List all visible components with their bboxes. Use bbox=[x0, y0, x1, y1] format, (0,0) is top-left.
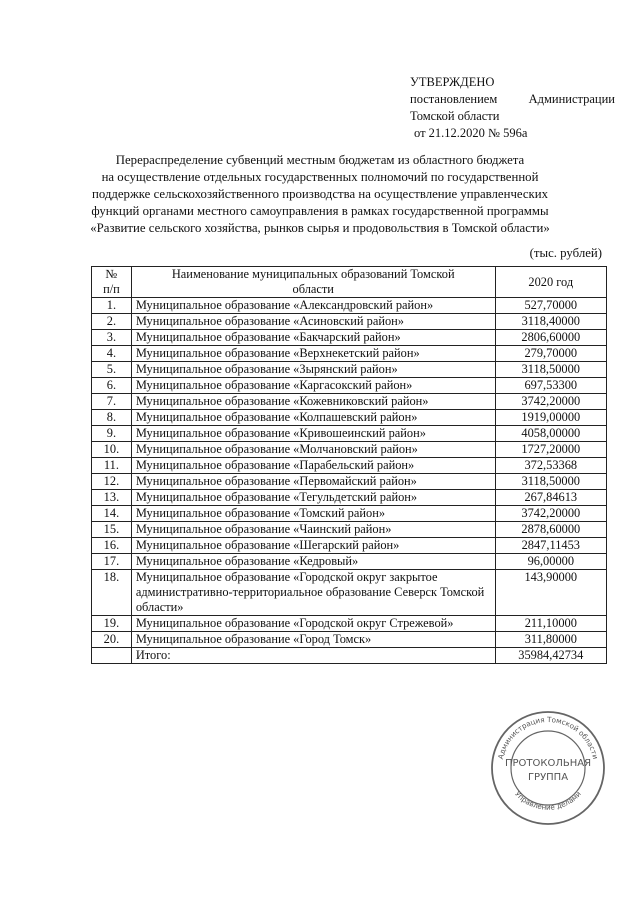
table-row bbox=[92, 458, 607, 474]
approval-administration: Администрации bbox=[528, 92, 615, 106]
row-amount: 372,53368 bbox=[495, 458, 606, 474]
row-municipality: Муниципальное образование «Кожевниковский район» bbox=[131, 394, 495, 410]
table-row bbox=[92, 632, 607, 648]
row-municipality: Муниципальное образование «Город Томск» bbox=[131, 632, 495, 648]
table-header-row bbox=[92, 267, 607, 298]
table-row bbox=[92, 378, 607, 394]
row-municipality: Муниципальное образование «Чаинский район» bbox=[131, 522, 495, 538]
row-amount: 527,70000 bbox=[495, 298, 606, 314]
row-number: 12. bbox=[92, 474, 132, 490]
table-row bbox=[92, 442, 607, 458]
row-municipality: Муниципальное образование «Городской округ закрытое административно-территориальное образование Северск Томской области» bbox=[131, 570, 495, 616]
document-title bbox=[80, 152, 560, 237]
row-amount: 3742,20000 bbox=[495, 394, 606, 410]
row-municipality: Муниципальное образование «Колпашевский район» bbox=[131, 410, 495, 426]
title-line: поддержке сельскохозяйственного производства на осуществление управленческих bbox=[91, 187, 549, 201]
table-row bbox=[92, 474, 607, 490]
row-amount: 279,70000 bbox=[495, 346, 606, 362]
table-row bbox=[92, 346, 607, 362]
stamp-outer-bottom: Управление делами bbox=[513, 789, 583, 812]
table-row bbox=[92, 506, 607, 522]
approval-decree-line bbox=[410, 91, 615, 108]
approval-decree: постановлением bbox=[410, 92, 498, 106]
header-name: Наименование муниципальных образований Томской области bbox=[131, 267, 495, 298]
stamp-outer-top: Администрация Томской области bbox=[495, 714, 601, 761]
total-amount: 35984,42734 bbox=[495, 648, 606, 664]
table-row bbox=[92, 570, 607, 616]
row-amount: 3118,50000 bbox=[495, 362, 606, 378]
row-amount: 96,00000 bbox=[495, 554, 606, 570]
row-number: 15. bbox=[92, 522, 132, 538]
row-number: 5. bbox=[92, 362, 132, 378]
table-row bbox=[92, 298, 607, 314]
row-municipality: Муниципальное образование «Александровский район» bbox=[131, 298, 495, 314]
title-line: на осуществление отдельных государственных полномочий по государственной bbox=[101, 170, 539, 184]
row-number: 4. bbox=[92, 346, 132, 362]
row-number: 3. bbox=[92, 330, 132, 346]
row-amount: 2806,60000 bbox=[495, 330, 606, 346]
table-row bbox=[92, 490, 607, 506]
row-amount: 2847,11453 bbox=[495, 538, 606, 554]
table-row bbox=[92, 410, 607, 426]
title-line: Перераспределение субвенций местным бюджетам из областного бюджета bbox=[115, 153, 525, 167]
row-number: 18. bbox=[92, 570, 132, 616]
row-amount: 697,53300 bbox=[495, 378, 606, 394]
row-municipality: Муниципальное образование «Асиновский район» bbox=[131, 314, 495, 330]
row-amount: 311,80000 bbox=[495, 632, 606, 648]
row-municipality: Муниципальное образование «Зырянский район» bbox=[131, 362, 495, 378]
title-line: функций органами местного самоуправления в рамках государственной программы bbox=[91, 204, 549, 218]
row-municipality: Муниципальное образование «Городской округ Стрежевой» bbox=[131, 616, 495, 632]
row-number: 17. bbox=[92, 554, 132, 570]
title-line: «Развитие сельского хозяйства, рынков сырья и продовольствия в Томской области» bbox=[90, 221, 550, 235]
row-number: 8. bbox=[92, 410, 132, 426]
row-municipality: Муниципальное образование «Молчановский район» bbox=[131, 442, 495, 458]
row-amount: 211,10000 bbox=[495, 616, 606, 632]
table-row bbox=[92, 616, 607, 632]
stamp-inner-line2: ГРУППА bbox=[527, 772, 569, 783]
row-municipality: Муниципальное образование «Верхнекетский район» bbox=[131, 346, 495, 362]
row-number: 16. bbox=[92, 538, 132, 554]
table-row bbox=[92, 554, 607, 570]
row-number: 14. bbox=[92, 506, 132, 522]
row-amount: 3118,50000 bbox=[495, 474, 606, 490]
row-municipality: Муниципальное образование «Первомайский район» bbox=[131, 474, 495, 490]
approval-region: Томской области bbox=[410, 109, 500, 123]
row-number: 20. bbox=[92, 632, 132, 648]
row-amount: 1727,20000 bbox=[495, 442, 606, 458]
table-row bbox=[92, 362, 607, 378]
row-number: 13. bbox=[92, 490, 132, 506]
row-number: 2. bbox=[92, 314, 132, 330]
units-label: (тыс. рублей) bbox=[529, 246, 602, 260]
row-municipality: Муниципальное образование «Кривошеинский район» bbox=[131, 426, 495, 442]
approval-date: от 21.12.2020 № 596а bbox=[414, 126, 528, 140]
row-number: 11. bbox=[92, 458, 132, 474]
table-row bbox=[92, 394, 607, 410]
table-row bbox=[92, 330, 607, 346]
table-row bbox=[92, 426, 607, 442]
approval-block bbox=[410, 74, 615, 142]
row-amount: 3118,40000 bbox=[495, 314, 606, 330]
table-row bbox=[92, 314, 607, 330]
row-number: 19. bbox=[92, 616, 132, 632]
table-body bbox=[92, 298, 607, 664]
row-number: 7. bbox=[92, 394, 132, 410]
subvention-table bbox=[91, 266, 607, 664]
table-row bbox=[92, 522, 607, 538]
row-number: 9. bbox=[92, 426, 132, 442]
approval-heading: УТВЕРЖДЕНО bbox=[410, 75, 495, 89]
row-municipality: Муниципальное образование «Парабельский район» bbox=[131, 458, 495, 474]
row-amount: 267,84613 bbox=[495, 490, 606, 506]
row-amount: 2878,60000 bbox=[495, 522, 606, 538]
header-year: 2020 год bbox=[495, 267, 606, 298]
header-number: № п/п bbox=[92, 267, 132, 298]
row-amount: 143,90000 bbox=[495, 570, 606, 616]
row-municipality: Муниципальное образование «Каргасокский район» bbox=[131, 378, 495, 394]
total-label: Итого: bbox=[131, 648, 495, 664]
stamp-inner-line1: ПРОТОКОЛЬНАЯ bbox=[504, 758, 592, 769]
row-amount: 3742,20000 bbox=[495, 506, 606, 522]
row-municipality: Муниципальное образование «Шегарский район» bbox=[131, 538, 495, 554]
row-municipality: Муниципальное образование «Бакчарский район» bbox=[131, 330, 495, 346]
row-municipality: Муниципальное образование «Томский район» bbox=[131, 506, 495, 522]
stamp-seal bbox=[488, 708, 608, 828]
row-amount: 1919,00000 bbox=[495, 410, 606, 426]
row-number: 6. bbox=[92, 378, 132, 394]
row-amount: 4058,00000 bbox=[495, 426, 606, 442]
row-municipality: Муниципальное образование «Кедровый» bbox=[131, 554, 495, 570]
row-number: 1. bbox=[92, 298, 132, 314]
total-empty-cell bbox=[92, 648, 132, 664]
row-number: 10. bbox=[92, 442, 132, 458]
table-total-row bbox=[92, 648, 607, 664]
table-row bbox=[92, 538, 607, 554]
row-municipality: Муниципальное образование «Тегульдетский район» bbox=[131, 490, 495, 506]
